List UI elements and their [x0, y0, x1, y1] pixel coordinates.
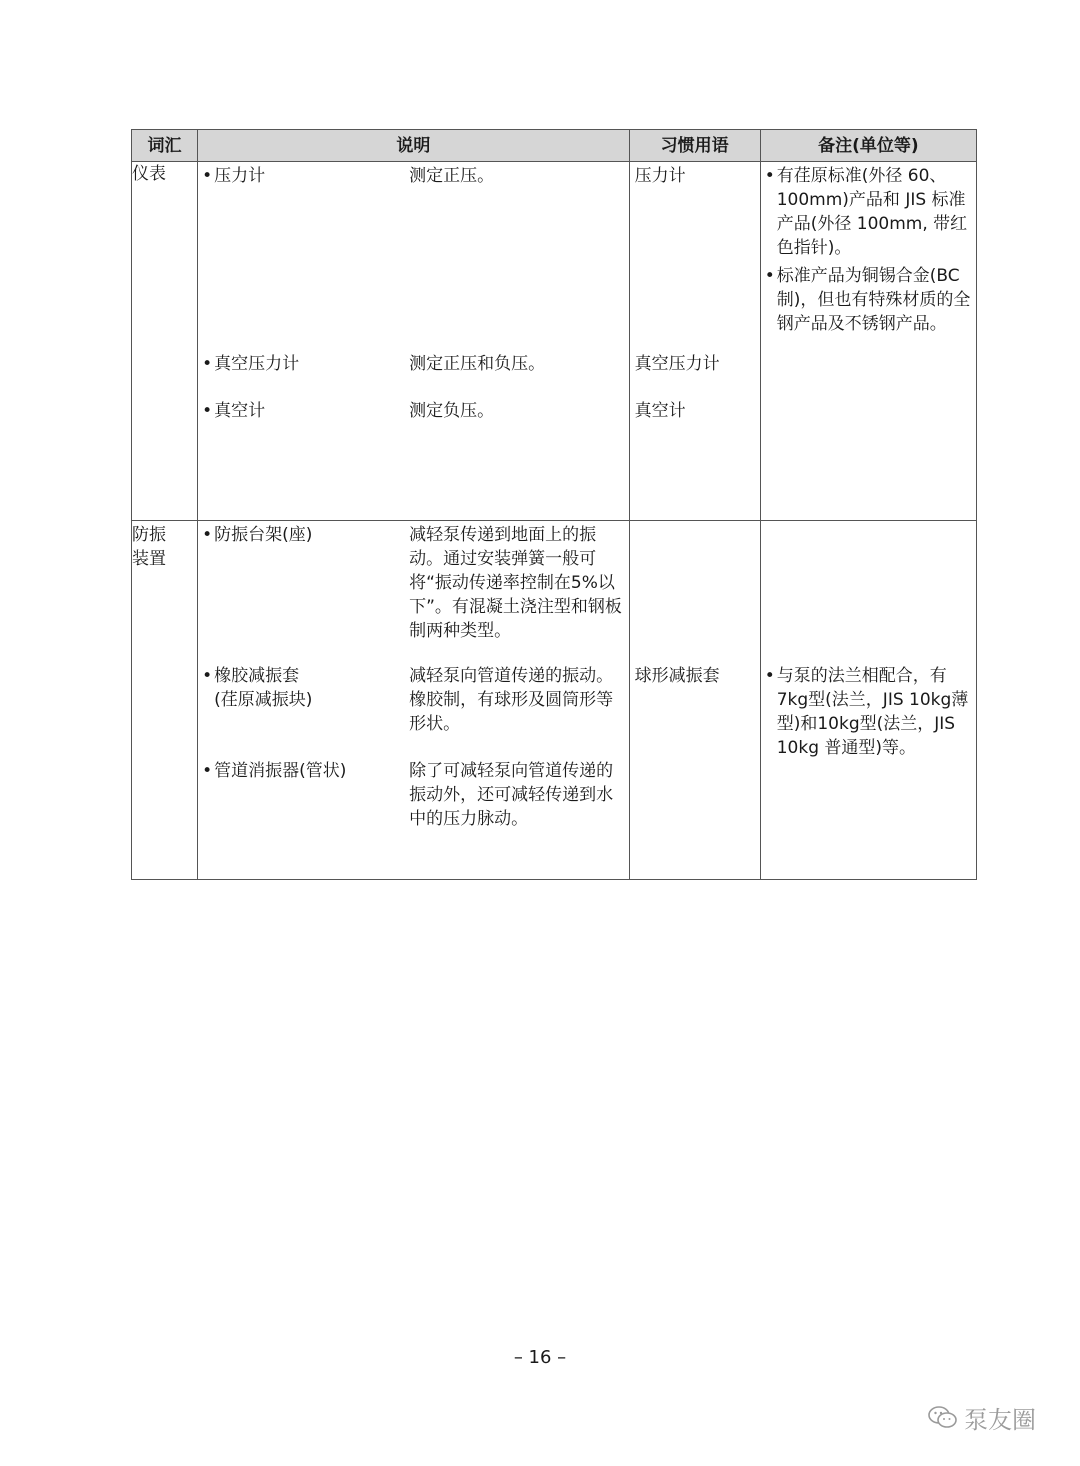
header-usage: 习惯用语: [629, 130, 760, 162]
term-label: 真空计: [214, 401, 266, 421]
item-description: 除了可减轻泵向管道传递的振动外，还可减轻传递到水中的压力脉动。: [409, 761, 614, 829]
table-row: [132, 521, 977, 880]
term-label: 防振台架(座): [214, 525, 313, 545]
note-text: 与泵的法兰相配合，有7kg型(法兰，JIS 10kg薄型)和10kg型(法兰，JIS 10kg 普通型)等。: [776, 666, 969, 758]
notes-cell: [760, 521, 976, 880]
item-term: [202, 399, 402, 423]
term-label: 管道消振器(管状): [214, 761, 347, 781]
item-description: 测定正压。: [409, 166, 495, 186]
bullet: •: [764, 266, 775, 286]
bullet: •: [764, 166, 775, 186]
header-vocab: 词汇: [132, 130, 198, 162]
header-notes: 备注(单位等): [760, 130, 976, 162]
usage-term: 压力计: [634, 166, 686, 186]
vocab-cell: [132, 521, 198, 880]
item-term: [202, 164, 402, 188]
bullet: •: [202, 525, 213, 545]
item-term: [202, 523, 402, 547]
table-header-row: [132, 130, 977, 162]
bullet: •: [202, 166, 213, 186]
description-cell: [198, 521, 630, 880]
note-text: 标准产品为铜锡合金(BC制)，但也有特殊材质的全钢产品及不锈钢产品。: [776, 266, 971, 334]
item-description: 减轻泵向管道传递的振动。橡胶制，有球形及圆筒形等形状。: [409, 666, 614, 734]
usage-cell: [629, 521, 760, 880]
usage-term: 真空计: [634, 401, 686, 421]
note-text: 有荏原标准(外径 60、100mm)产品和 JIS 标准产品(外径 100mm, 带红色指针)。: [776, 166, 968, 258]
term-label: 橡胶减振套: [214, 666, 300, 686]
usage-term: 真空压力计: [634, 354, 720, 374]
wechat-icon: [928, 1405, 958, 1431]
bullet: •: [202, 354, 213, 374]
vocab-cell: [132, 162, 198, 521]
bullet: •: [764, 666, 775, 686]
bullet: •: [202, 666, 213, 686]
item-term: [202, 759, 402, 783]
term-sublabel: (荏原减振块): [214, 690, 313, 710]
item-term: [202, 664, 402, 712]
watermark: [928, 1400, 1036, 1435]
vocab-term: 仪表: [132, 164, 166, 184]
note-item: [765, 264, 971, 336]
page-number: – 16 –: [513, 1347, 567, 1368]
term-label: 压力计: [214, 166, 266, 186]
notes-cell: [760, 162, 976, 521]
vocabulary-table: [131, 129, 977, 880]
term-label: 真空压力计: [214, 354, 300, 374]
header-description: 说明: [198, 130, 630, 162]
note-item: [765, 164, 971, 260]
bullet: •: [202, 401, 213, 421]
note-item: [765, 664, 971, 760]
description-cell: [198, 162, 630, 521]
table-row: [132, 162, 977, 521]
usage-term: 球形减振套: [634, 666, 720, 686]
vocab-term: 防振装置: [132, 525, 166, 569]
item-description: 测定负压。: [409, 401, 495, 421]
usage-cell: [629, 162, 760, 521]
item-description: 测定正压和负压。: [409, 354, 546, 374]
item-description: 减轻泵传递到地面上的振动。通过安装弹簧一般可将“振动传递率控制在5%以下”。有混凝土浇注型和钢板制两种类型。: [409, 525, 622, 641]
watermark-text: 泵友圈: [964, 1406, 1036, 1434]
item-term: [202, 352, 402, 376]
bullet: •: [202, 761, 213, 781]
